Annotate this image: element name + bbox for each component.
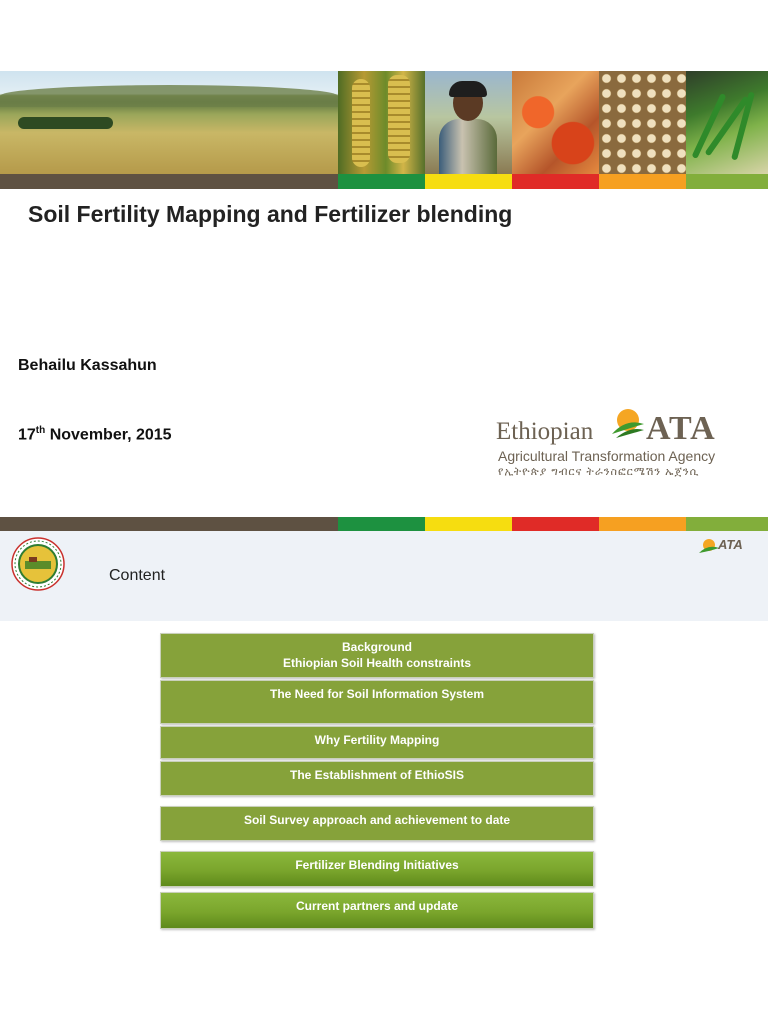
box-line: Background (341, 640, 412, 654)
slide-title: Soil Fertility Mapping and Fertilizer blending (28, 201, 513, 227)
box-line: Ethiopian Soil Health constraints (282, 656, 472, 670)
box-line: The Need for Soil Information System (269, 687, 485, 701)
logo-amharic-text: የኢትዮጵያ ግብርና ትራንስፎርሜሽን ኤጀንሲ (498, 466, 700, 478)
content-box-fertility-mapping (160, 726, 594, 759)
content-box-soil-survey (160, 806, 594, 841)
content-box-ethiosis (160, 761, 594, 796)
ministry-seal-icon (11, 537, 65, 591)
farmer-portrait-photo (425, 71, 512, 174)
presenter-name: Behailu Kassahun (18, 357, 157, 374)
presentation-date (18, 425, 172, 444)
color-stripe-bottom (0, 517, 768, 532)
chickpeas-photo (599, 71, 686, 174)
box-line: Why Fertility Mapping (314, 733, 440, 747)
content-box-partners (160, 892, 594, 929)
content-box-fertilizer-blending (160, 851, 594, 887)
small-ata-logo (698, 536, 762, 556)
color-stripe-top (0, 174, 768, 189)
content-box-background (160, 633, 594, 678)
box-line: The Establishment of EthioSIS (289, 768, 465, 782)
box-line: Fertilizer Blending Initiatives (295, 858, 459, 872)
red-peppers-photo (512, 71, 599, 174)
grain-ears-photo (338, 71, 425, 174)
small-sun-leaf-icon (698, 536, 720, 556)
sun-leaf-icon (610, 404, 646, 440)
logo-subtitle: Agricultural Transformation Agency (498, 448, 716, 464)
ata-logo (496, 404, 746, 486)
date-day: 17 (18, 426, 36, 444)
content-heading: Content (109, 567, 166, 584)
date-suffix: th (35, 425, 46, 436)
box-line: Current partners and update (295, 899, 459, 913)
box-line: Soil Survey approach and achievement to date (243, 813, 511, 827)
photo-banner (0, 71, 768, 174)
logo-word-ethiopian: Ethiopian (496, 418, 594, 445)
logo-word-ata: ATA (646, 410, 716, 447)
content-box-soil-information (160, 680, 594, 724)
landscape-field-photo (0, 71, 338, 174)
date-rest: November, 2015 (49, 426, 172, 444)
green-beans-photo (686, 71, 768, 174)
small-logo-text: ATA (718, 537, 743, 552)
